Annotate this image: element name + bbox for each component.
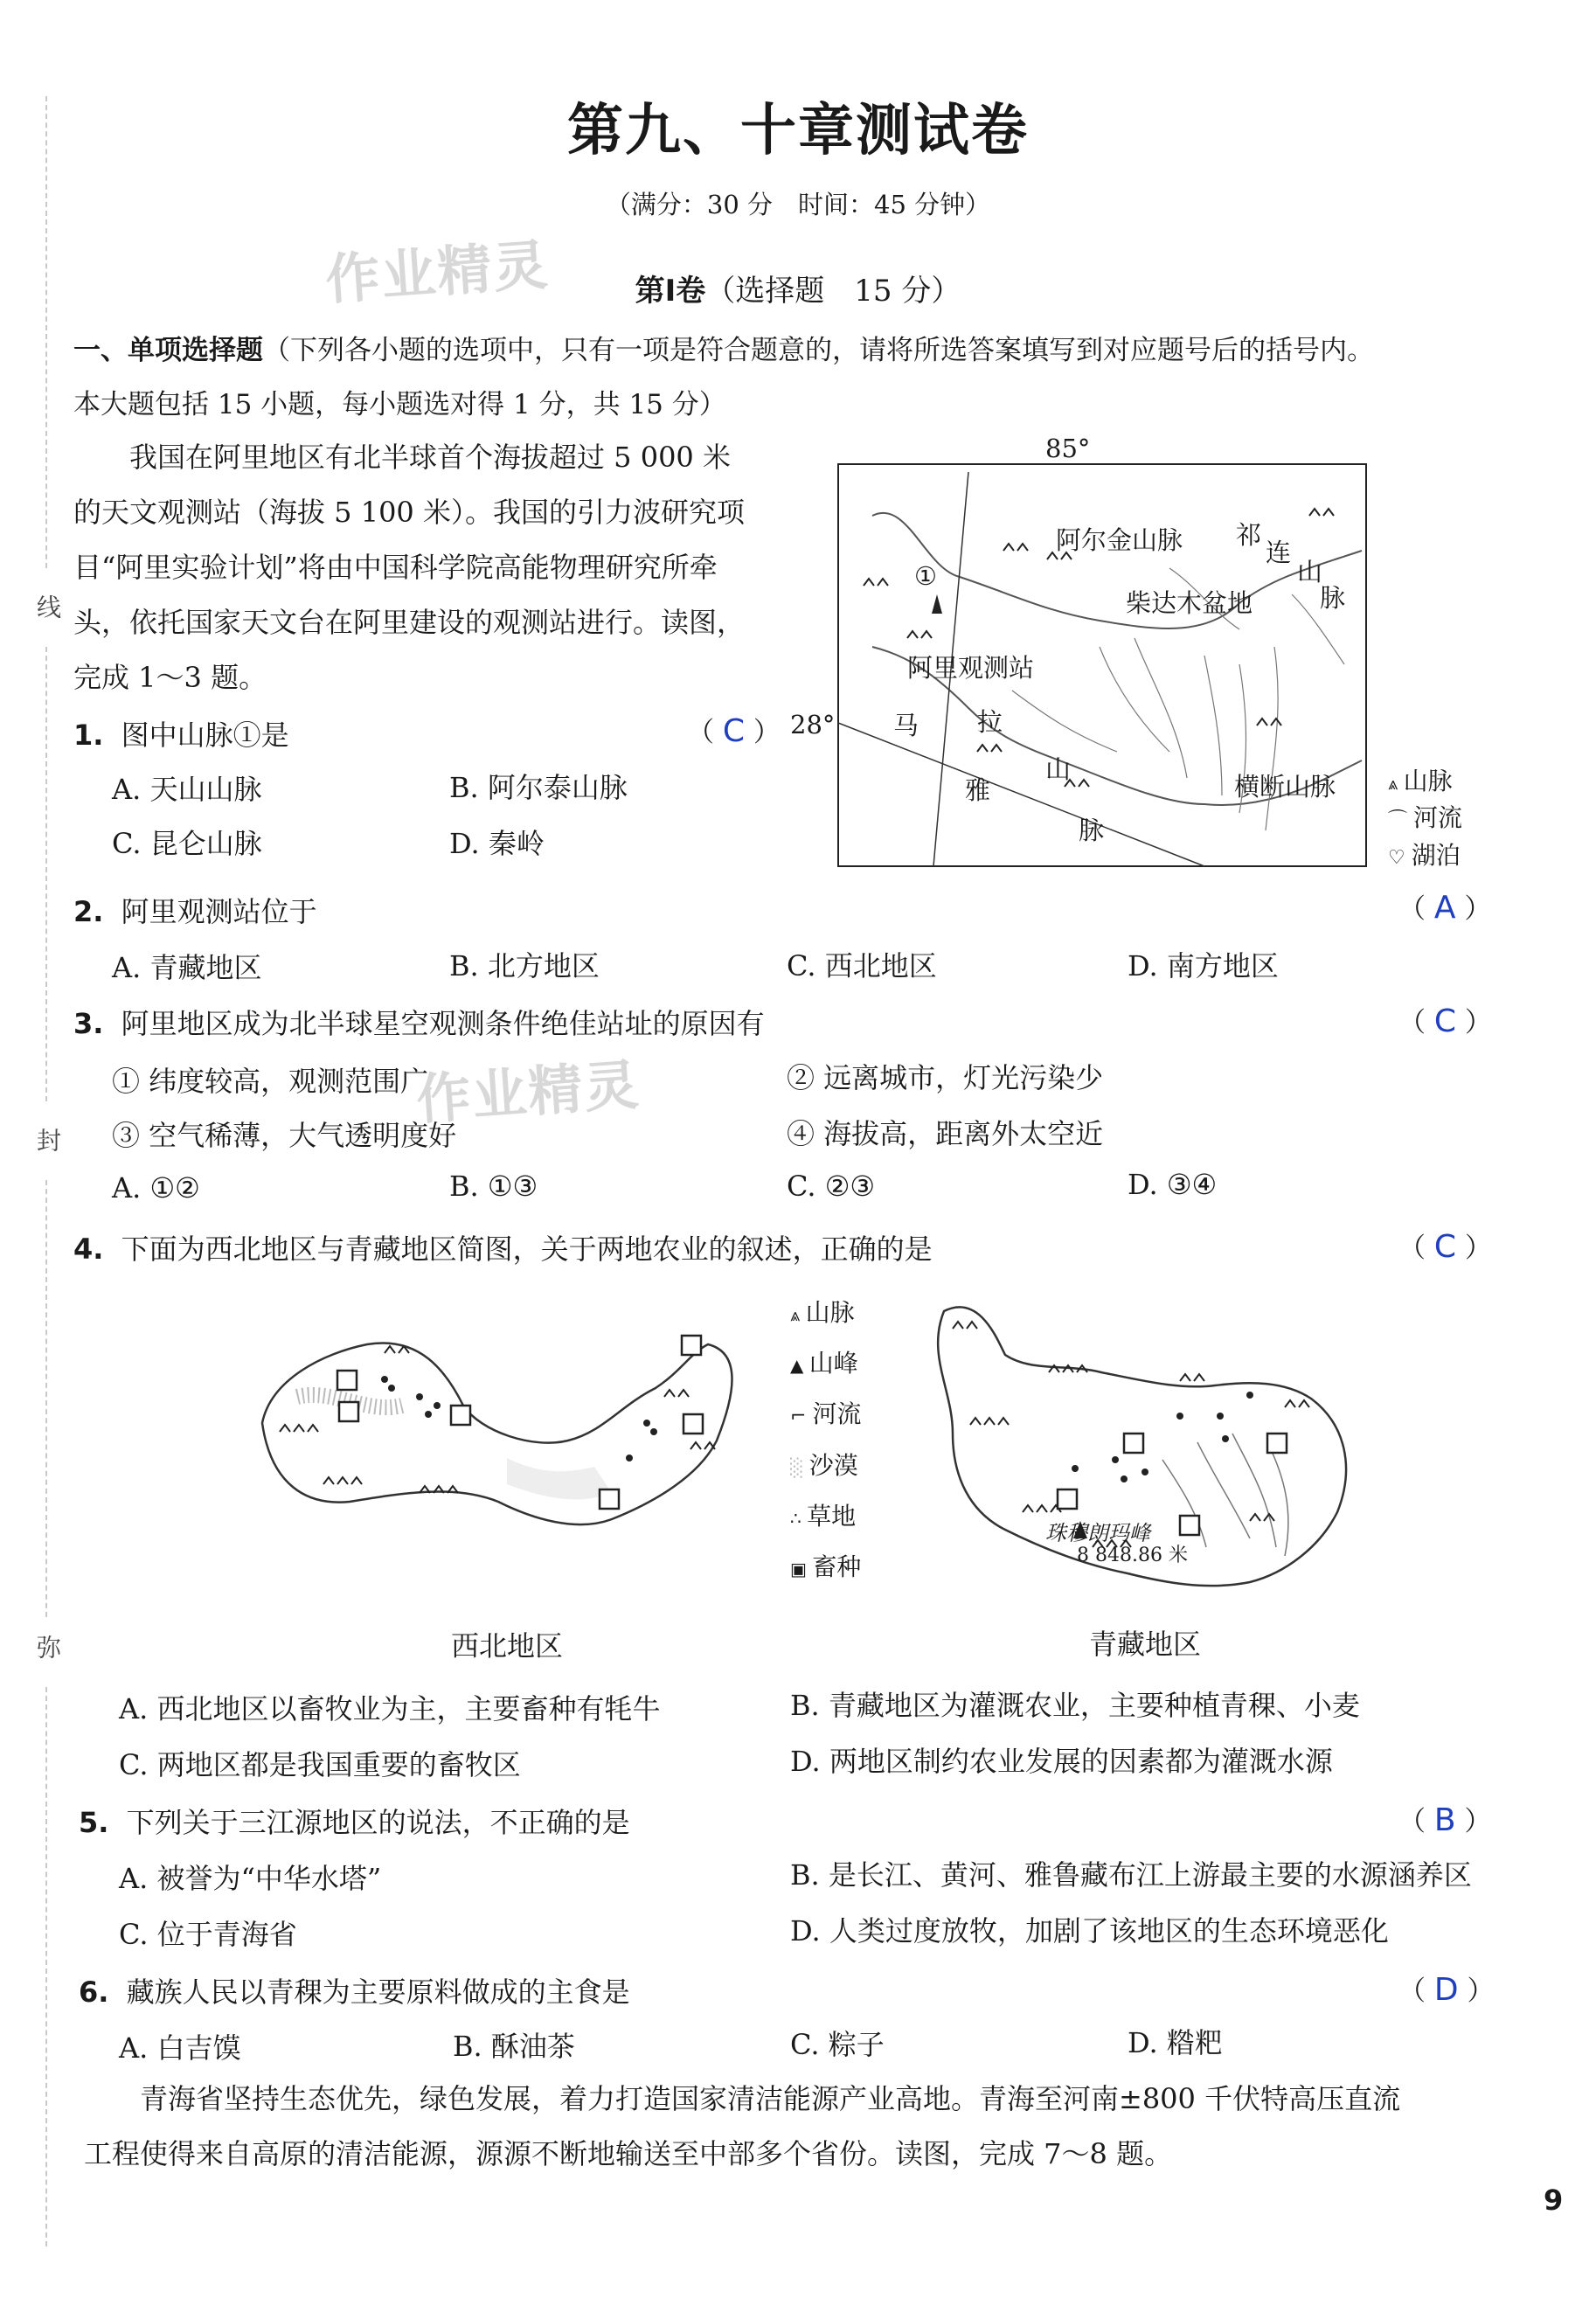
map1-lat-label: 28°: [790, 710, 836, 739]
question-number: 5.: [79, 1806, 109, 1839]
q4-option-b: B. 青藏地区为灌溉农业，主要种植青稞、小麦: [790, 1689, 1360, 1722]
map-northwest-region: [245, 1318, 787, 1545]
q6-option-a: A. 白吉馍: [119, 2031, 241, 2065]
section-desc: （选择题 15 分）: [705, 274, 961, 309]
livestock-icon: ▣: [790, 1559, 813, 1580]
answer-4: C: [1433, 1229, 1456, 1265]
page-subtitle: （满分：30 分 时间：45 分钟）: [605, 190, 991, 219]
intro2-line: 青海省坚持生态优先，绿色发展，着力打造国家清洁能源产业高地。青海至河南±800 千伏特高压直流: [140, 2082, 1401, 2115]
watermark-1: 作业精灵: [323, 233, 552, 312]
legend-item: [1388, 764, 1502, 801]
legend-item: [790, 1339, 912, 1390]
map1-label-hengduan: 横断山脉: [1234, 772, 1336, 802]
part-heading: [73, 323, 1507, 378]
question-text: 阿里地区成为北半球星空观测条件绝佳站址的原因有: [121, 1007, 765, 1040]
question-4-stem: [73, 1227, 933, 1267]
intro1-line: 目“阿里实验计划”将由中国科学院高能物理研究所牵: [73, 551, 718, 584]
legend-item: [790, 1288, 912, 1339]
q6-option-d: D. 糌粑: [1128, 2026, 1223, 2059]
intro1-line: 的天文观测站（海拔 5 100 米）。我国的引力波研究项: [73, 496, 745, 529]
q3-item-1: ① 纬度较高，观测范围广: [112, 1065, 429, 1098]
mountain-icon: ⩓: [790, 1304, 806, 1325]
answer-5: B: [1433, 1802, 1456, 1838]
map2-legend: [790, 1288, 912, 1593]
lake-icon: ♡: [1388, 847, 1412, 869]
intro-paragraph-2: [84, 2072, 1509, 2182]
legend-label: 山峰: [808, 1349, 858, 1378]
legend-label: 畜种: [812, 1552, 862, 1581]
question-number: 2.: [73, 895, 104, 928]
answer-3: C: [1433, 1003, 1456, 1039]
q1-option-b: B. 阿尔泰山脉: [449, 771, 628, 804]
question-3-stem: [73, 1002, 765, 1042]
side-mark-xian: 线: [33, 594, 62, 619]
desert-icon: ░: [790, 1457, 809, 1478]
answer-slot-1: （ C ）: [687, 713, 781, 749]
map1-label-qilian-2: 连: [1266, 538, 1292, 567]
legend-item: [790, 1441, 912, 1492]
q4-option-d: D. 两地区制约农业发展的因素都为灌溉水源: [790, 1745, 1333, 1778]
q3-item-2: ② 远离城市，灯光污染少: [787, 1061, 1104, 1094]
section-label: 第Ⅰ卷: [635, 274, 706, 309]
map-qinghai-tibet-region: [918, 1285, 1372, 1617]
question-number: 6.: [79, 1975, 109, 2009]
mountain-icon: ⩓: [1388, 773, 1404, 794]
intro1-line: 我国在阿里地区有北半球首个海拔超过 5 000 米: [129, 441, 731, 474]
legend-item: [790, 1543, 912, 1593]
part-heading-line2: 本大题包括 15 小题，每小题选对得 1 分，共 15 分）: [73, 389, 726, 420]
question-text: 下列关于三江源地区的说法，不正确的是: [126, 1806, 630, 1839]
q4-option-c: C. 两地区都是我国重要的畜牧区: [119, 1748, 521, 1781]
river-icon: ⌒: [1388, 809, 1413, 831]
map1-label-ali: 阿里观测站: [907, 653, 1035, 683]
q3-item-3: ③ 空气稀薄，大气透明度好: [112, 1119, 457, 1152]
map1-label-qaidam: 柴达木盆地: [1126, 588, 1253, 618]
answer-1: C: [722, 713, 745, 749]
q5-option-c: C. 位于青海省: [119, 1918, 297, 1951]
question-5-stem: [79, 1801, 630, 1841]
map1-legend: [1388, 764, 1502, 876]
legend-label: 山脉: [805, 1298, 855, 1327]
answer-slot-6: （ D ）: [1398, 1972, 1495, 2008]
side-mark-feng: 封: [33, 1128, 62, 1152]
grassland-icon: ∴: [790, 1508, 808, 1529]
peak-icon: ▲: [790, 1355, 809, 1376]
q1-option-a: A. 天山山脉: [112, 773, 262, 806]
legend-label: 河流: [812, 1399, 862, 1428]
question-text: 下面为西北地区与青藏地区简图，关于两地农业的叙述，正确的是: [121, 1232, 933, 1266]
legend-item: [1388, 838, 1502, 876]
intro1-line: 完成 1～3 题。: [73, 661, 267, 694]
binding-line-low: [45, 1180, 47, 1617]
q3-option-d: D. ③④: [1128, 1168, 1218, 1201]
q2-option-a: A. 青藏地区: [112, 951, 262, 984]
intro-paragraph-1: [73, 430, 790, 705]
q4-option-a: A. 西北地区以畜牧业为主，主要畜种有牦牛: [119, 1692, 661, 1725]
question-number: 3.: [73, 1007, 104, 1040]
q5-option-a: A. 被誉为“中华水塔”: [119, 1862, 382, 1895]
legend-item: [1388, 801, 1502, 838]
map1-label-him-2: 拉: [977, 707, 1003, 737]
q1-option-c: C. 昆仑山脉: [112, 827, 262, 860]
answer-slot-5: （ B ）: [1398, 1802, 1492, 1838]
q3-option-b: B. ①③: [449, 1170, 538, 1203]
map1-label-qilian-3: 山: [1297, 557, 1323, 587]
q5-option-b: B. 是长江、黄河、雅鲁藏布江上游最主要的水源涵养区: [790, 1858, 1472, 1892]
question-text: 阿里观测站位于: [121, 895, 317, 928]
q6-option-c: C. 粽子: [790, 2028, 885, 2061]
map1-label-him-1: 马: [893, 711, 919, 740]
legend-label: 草地: [807, 1502, 857, 1531]
question-1-stem: [73, 713, 289, 753]
q2-option-c: C. 西北地区: [787, 949, 937, 982]
answer-slot-3: （ C ）: [1398, 1003, 1492, 1039]
page-title: 第九、十章测试卷: [567, 99, 1029, 163]
intro2-line: 工程使得来自高原的清洁能源，源源不断地输送至中部多个省份。读图，完成 7～8 题。: [84, 2137, 1173, 2170]
part-heading-desc: （下列各小题的选项中，只有一项是符合题意的，请将所选答案填写到对应题号后的括号内。: [263, 335, 1374, 366]
map1-label-qilian-1: 祁: [1236, 520, 1262, 550]
section-heading: [0, 267, 1596, 309]
map1-label-him-5: 脉: [1079, 816, 1105, 845]
peak-height: 8 848.86 米: [1077, 1545, 1188, 1566]
legend-item: [790, 1492, 912, 1543]
river-icon: ⌐: [790, 1406, 813, 1427]
intro1-line: 头，依托国家天文台在阿里建设的观测站进行。读图，: [73, 606, 746, 639]
page-number: 9: [1544, 2184, 1564, 2217]
map-qinghai-tibet-caption: 青藏地区: [1089, 1628, 1202, 1661]
q2-option-d: D. 南方地区: [1128, 949, 1279, 982]
legend-label: 湖泊: [1411, 841, 1461, 870]
q3-item-4: ④ 海拔高，距离外太空近: [787, 1117, 1104, 1150]
legend-label: 河流: [1413, 803, 1463, 832]
question-text: 图中山脉①是: [121, 719, 289, 752]
question-number: 1.: [73, 719, 104, 752]
q6-option-b: B. 酥油茶: [453, 2030, 575, 2063]
map1-label-him-4: 山: [1045, 754, 1072, 784]
map1-label-him-3: 雅: [965, 775, 991, 805]
question-text: 藏族人民以青稞为主要原料做成的主食是: [126, 1975, 630, 2009]
answer-slot-2: （ A ）: [1398, 890, 1492, 926]
peak-label: 珠穆朗玛峰: [1045, 1521, 1150, 1545]
q2-option-b: B. 北方地区: [449, 949, 600, 982]
question-2-stem: [73, 890, 317, 930]
question-6-stem: [79, 1970, 630, 2010]
watermark-2: 作业精灵: [414, 1052, 642, 1132]
binding-line-bottom: [45, 1687, 47, 2246]
map1-label-qilian-4: 脉: [1320, 583, 1346, 613]
map-northwest-caption: 西北地区: [451, 1629, 564, 1663]
q1-option-d: D. 秦岭: [449, 827, 545, 860]
q5-option-d: D. 人类过度放牧，加剧了该地区的生态环境恶化: [790, 1914, 1389, 1947]
binding-line-top: [45, 96, 47, 568]
part-heading-label: 一、单项选择题: [73, 335, 263, 366]
question-number: 4.: [73, 1232, 104, 1266]
map1-label-altun: 阿尔金山脉: [1056, 525, 1183, 555]
binding-line-mid: [45, 647, 47, 1101]
q3-option-c: C. ②③: [787, 1170, 876, 1203]
q3-option-a: A. ①②: [112, 1171, 200, 1205]
map1-lon-label: 85°: [1045, 434, 1091, 463]
answer-6: D: [1433, 1972, 1459, 2008]
legend-label: 沙漠: [808, 1451, 858, 1480]
side-mark-mi: 弥: [33, 1635, 62, 1659]
legend-label: 山脉: [1403, 767, 1453, 795]
legend-item: [790, 1390, 912, 1441]
map1-label-circle1: ①: [914, 561, 937, 591]
answer-2: A: [1433, 890, 1456, 926]
answer-slot-4: （ C ）: [1398, 1229, 1492, 1265]
